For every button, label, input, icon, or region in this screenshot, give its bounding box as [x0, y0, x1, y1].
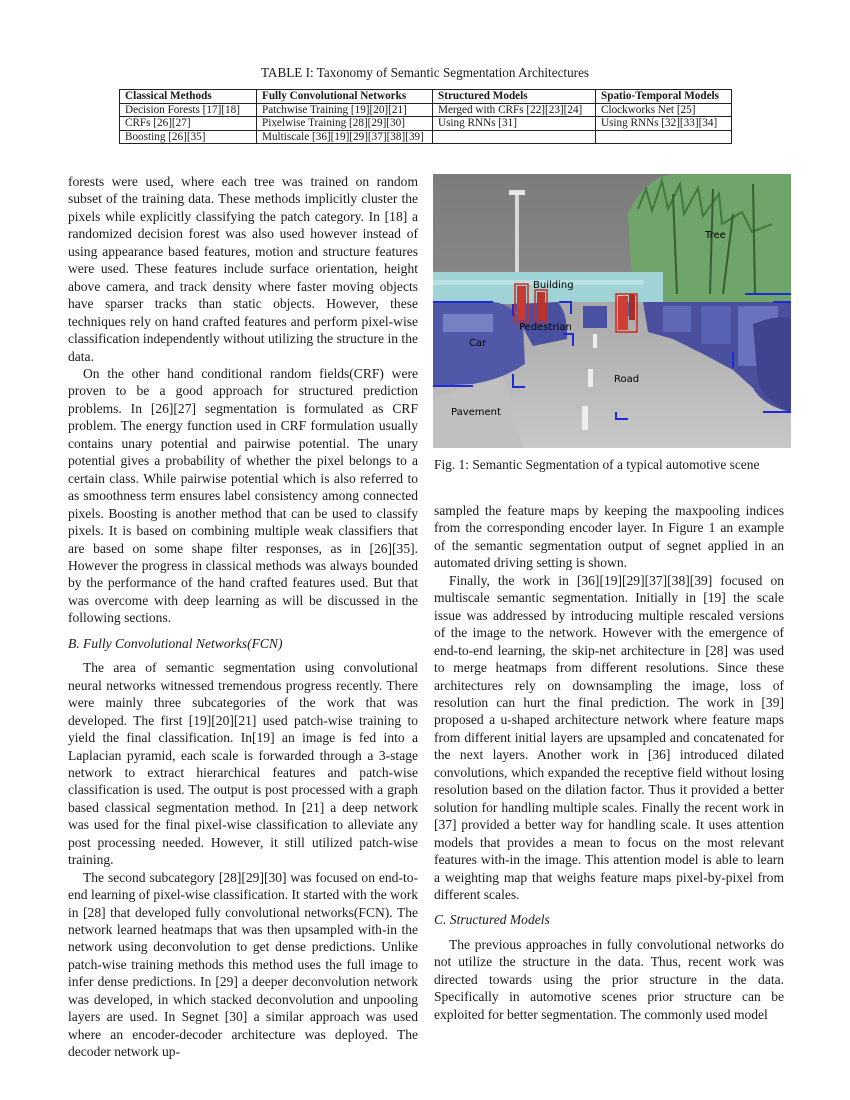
table-header-cell: Fully Convolutional Networks [257, 90, 433, 104]
table-caption: TABLE I: Taxonomy of Semantic Segmentation Architectures [260, 65, 590, 80]
figure-label-pedestrian: Pedestrian [519, 322, 572, 333]
right-column [434, 502, 784, 1023]
paragraph: The previous approaches in fully convolutional networks do not utilize the structure in the data. Thus, recent work was directed towards using the prior structure in the data. Specifically in automotive scenes prior structure can be exploited for better segmentation. The commonly used model [434, 936, 784, 1022]
figure-label-building: Building [533, 280, 574, 291]
taxonomy-table [119, 89, 732, 144]
table-cell: Patchwise Training [19][20][21] [257, 103, 433, 117]
table-cell: Pixelwise Training [28][29][30] [257, 117, 433, 131]
table-cell: CRFs [26][27] [120, 117, 257, 131]
paragraph: sampled the feature maps by keeping the maxpooling indices from the corresponding encoder layer. In Figure 1 an example of the semantic segmentation output of segnet applied in an automated driving setting is shown. [434, 503, 784, 571]
paragraph: The area of semantic segmentation using convolutional neural networks witnessed tremendous progress recently. There were mainly three subcategories of the work that was developed. The first [19][20][21] used patch-wise training to yield the final classification. In[19] an image is fed into a Laplacian pyramid, each scale is forwarded through a 3-stage network to extract hierarchical features and patch-wise classification is used. The output is post processed with a graph based classical segmentation method. In [21] a deep network was used for the final pixel-wise classification to alleviate any post processing needed. However, it still utilized patch-wise training. [68, 660, 418, 868]
table-cell: Using RNNs [31] [433, 117, 596, 131]
table-cell [433, 130, 596, 144]
figure-label-pavement: Pavement [451, 407, 501, 418]
table-row [120, 103, 732, 117]
table-cell: Merged with CRFs [22][23][24] [433, 103, 596, 117]
table-header-cell: Structured Models [433, 90, 596, 104]
left-column [68, 173, 418, 1061]
paragraph: forests were used, where each tree was trained on random subset of the training data. These methods implicitly cluster the pixels while explicitly classifying the patch category. In [18] a randomized decision forest was also used however instead of using appearance based features, motion and structure features were used. These features include surface orientation, height above camera, and track density where faster moving objects have sparser tracks than static objects. However, these techniques rely on hand crafted features and perform pixel-wise classification independently without utilizing the structure in the data. [68, 174, 418, 364]
table-cell: Multiscale [36][19][29][37][38][39] [257, 130, 433, 144]
figure-label-tree: Tree [705, 230, 726, 241]
table-cell [596, 130, 732, 144]
figure-label-road: Road [614, 374, 640, 385]
segmentation-figure [433, 174, 791, 448]
table-header-row [120, 90, 732, 104]
table-header-cell: Classical Methods [120, 90, 257, 104]
table-cell: Clockworks Net [25] [596, 103, 732, 117]
table-header-cell: Spatio-Temporal Models [596, 90, 732, 104]
paragraph: On the other hand conditional random fields(CRF) were proven to be a good approach for structured prediction problems. In [26][27] segmentation is formulated as CRF problem. The energy function used in CRF formulation usually contains unary potential and pairwise potential. The unary potential gives a probability of whether the pixel belongs to a certain class. While pairwise potential which is also referred to as smoothness term ensures label consistency among connected pixels. Boosting is another method that can be used to classify pixels. It is based on combining multiple weak classifiers that are based on some shape filter responses, as in [26][35]. However the progress in classical methods was always bounded by the performance of the hand crafted features used. But that was overcome with deep learning as will be discussed in the following sections. [68, 365, 418, 626]
segmentation-scene-image [433, 174, 791, 448]
paragraph: The second subcategory [28][29][30] was focused on end-to-end learning of pixel-wise classification. It started with the work in [28] that developed fully convolutional networks(FCN). The network learned heatmaps that was then upsampled with-in the network using deconvolution to get dense predictions. Unlike patch-wise training methods this method uses the full image to infer dense predictions. In [29] a deeper deconvolution network was developed, in which stacked deconvolution and unpooling layers are used. In Segnet [30] a similar approach was used where an encoder-decoder architecture was deployed. The decoder network up- [68, 869, 418, 1060]
table-cell: Decision Forests [17][18] [120, 103, 257, 117]
table-row [120, 117, 732, 131]
figure-label-car: Car [469, 338, 487, 349]
table-row [120, 130, 732, 144]
table-cell: Using RNNs [32][33][34] [596, 117, 732, 131]
table-cell: Boosting [26][35] [120, 130, 257, 144]
section-heading-fcn: B. Fully Convolutional Networks(FCN) [68, 635, 283, 651]
figure-caption: Fig. 1: Semantic Segmentation of a typical automotive scene [434, 457, 760, 472]
paragraph: Finally, the work in [36][19][29][37][38][39] focused on multiscale semantic segmentation. Initially in [19] the scale issue was addressed by introducing multiple rescaled versions of the image to the network. However with the emergence of end-to-end learning, the skip-net architecture in [28] was used to merge heatmaps from different resolutions. Since these architectures rely on downsampling the image, loss of resolution can hurt the final prediction. The work in [39] proposed a u-shaped architecture network where feature maps from different initial layers are upsampled and concatenated for the next layers. Another work in [36] introduced dilated convolutions, which expanded the receptive field without losing resolution based on the dilation factor. Thus it provided a better solution for handling multiple scales. Finally the recent work in [37] provided a better way for handling scale. It uses attention models that provides a mean to focus on the most relevant features with-in the image. This attention model is able to learn a weighting map that weighs feature maps pixel-by-pixel from different scales. [434, 572, 784, 902]
section-heading-structured-models: C. Structured Models [434, 912, 550, 928]
